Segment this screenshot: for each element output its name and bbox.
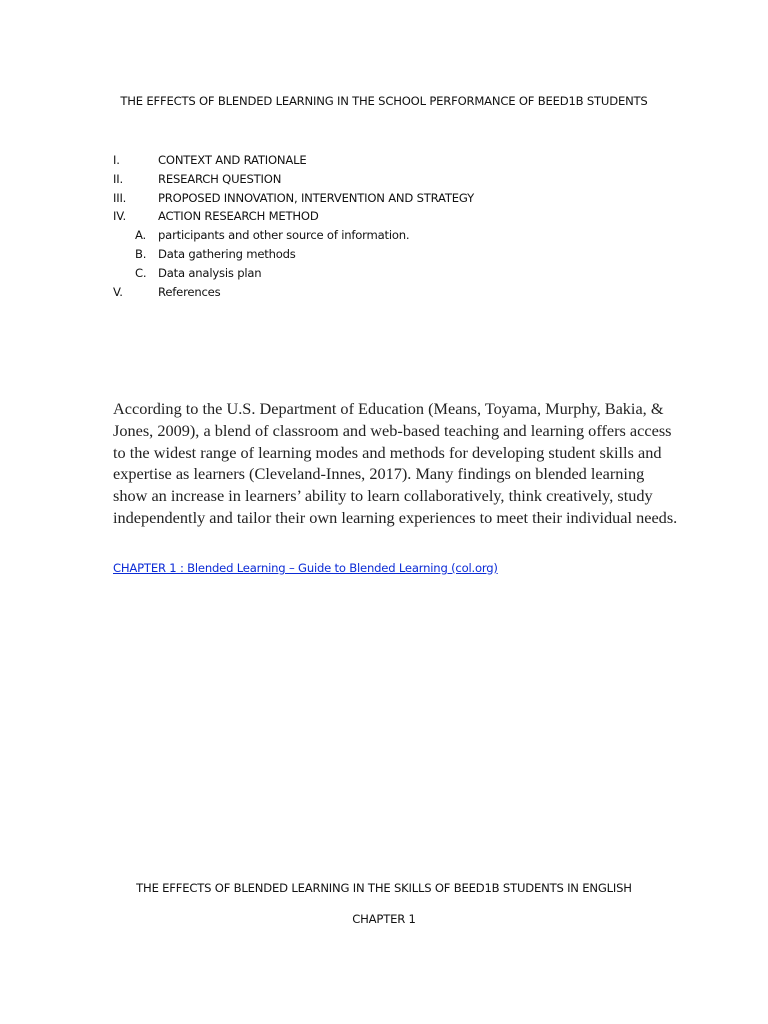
outline-subitem [0, 226, 768, 245]
outline-item-number: I. [113, 153, 120, 167]
outline-item [0, 170, 768, 189]
reference-link[interactable]: CHAPTER 1 : Blended Learning – Guide to Blended Learning (col.org) [113, 561, 498, 575]
outline-item-label: PROPOSED INNOVATION, INTERVENTION AND STRATEGY [158, 190, 474, 205]
outline-item-number: III. [113, 190, 127, 205]
outline-item-number: A. [135, 228, 147, 243]
outline-item-label: References [158, 284, 221, 299]
outline-item [0, 189, 768, 208]
outline-item-label: participants and other source of information. [158, 228, 410, 243]
outline-item-number: C. [135, 265, 147, 280]
outline-item-number: V. [113, 284, 123, 299]
outline-list [0, 151, 768, 301]
outline-item-label: Data gathering methods [158, 246, 296, 261]
body-paragraph: According to the U.S. Department of Education (Means, Toyama, Murphy, Bakia, & Jones, 2009), a blend of classroom and web-based teaching and learning offers access to the widest range of learning modes and methods for developing student skills and expertise as learners (Cleveland-Innes, 2017). Many findings on blended learning show an increase in learners’ ability to learn collaboratively, think creatively, study independently and tailor their own learning experiences to meet their individual needs. [113, 399, 678, 527]
outline-item [0, 283, 768, 302]
outline-item-number: IV. [113, 209, 126, 224]
outline-subitem [0, 264, 768, 283]
chapter-heading: CHAPTER 1 [352, 912, 416, 926]
outline-item-label: Data analysis plan [158, 265, 262, 280]
outline-item [0, 151, 768, 170]
outline-item-label: CONTEXT AND RATIONALE [158, 153, 307, 167]
second-title: THE EFFECTS OF BLENDED LEARNING IN THE SKILLS OF BEED1B STUDENTS IN ENGLISH [136, 881, 632, 895]
document-title: THE EFFECTS OF BLENDED LEARNING IN THE SCHOOL PERFORMANCE OF BEED1B STUDENTS [120, 94, 648, 108]
outline-subitem [0, 245, 768, 264]
outline-item-number: II. [113, 171, 123, 186]
outline-item [0, 207, 768, 226]
outline-item-label: RESEARCH QUESTION [158, 171, 282, 186]
outline-item-label: ACTION RESEARCH METHOD [158, 209, 319, 224]
outline-item-number: B. [135, 246, 147, 261]
